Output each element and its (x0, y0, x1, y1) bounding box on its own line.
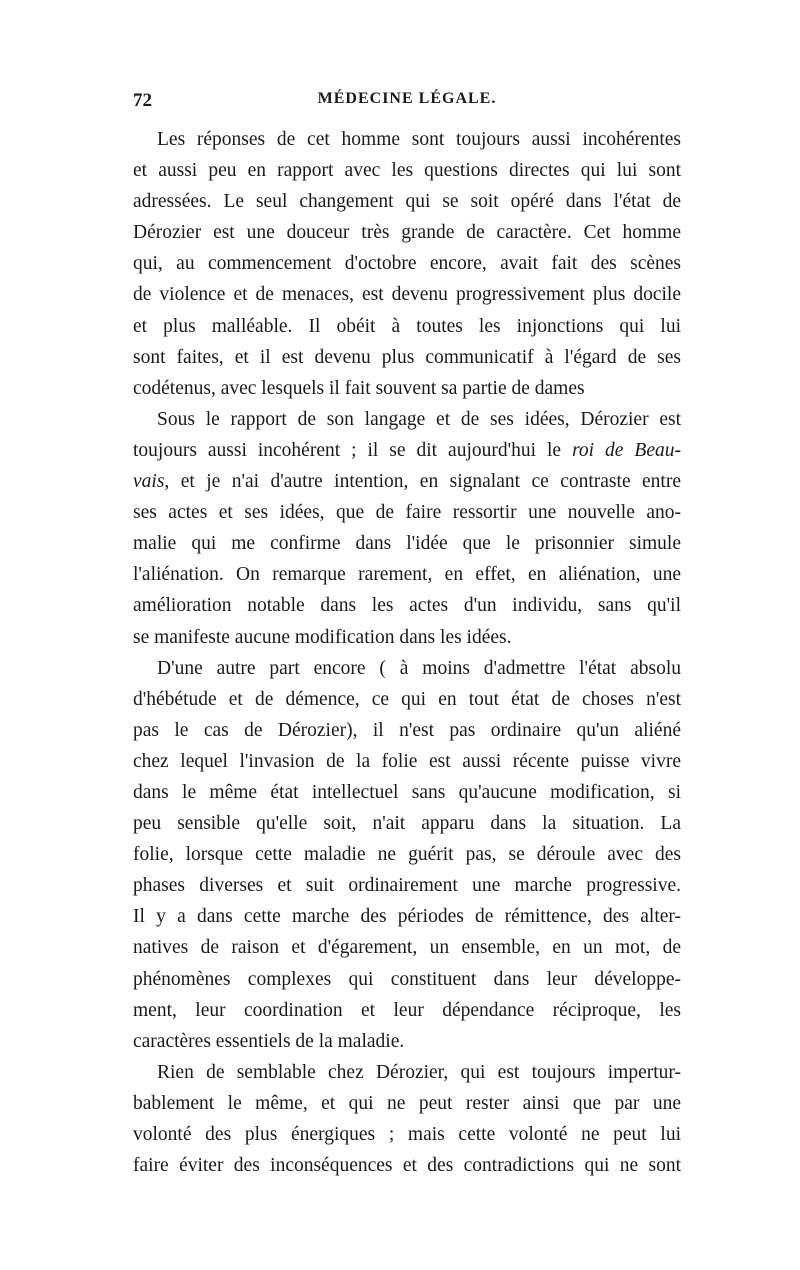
text-line: Dérozier est une douceur très grande de caractère. Cet homme (133, 222, 681, 244)
text-line: dans le même état intellectuel sans qu'aucune modification, si (133, 781, 681, 803)
text-line: ment, leur coordination et leur dépendance réciproque, les (133, 999, 681, 1021)
text-line: codétenus, avec lesquels il fait souvent sa partie de dames (133, 377, 585, 399)
running-title: MÉDECINE LÉGALE. (317, 90, 497, 107)
text-line: de violence et de menaces, est devenu progressivement plus docile (133, 284, 681, 306)
text-line: folie, lorsque cette maladie ne guérit pas, se déroule avec des (133, 844, 681, 866)
body-text (133, 124, 681, 1181)
text-line: phases diverses et suit ordinairement une marche progressive. (133, 875, 681, 897)
text-line: volonté des plus énergiques ; mais cette volonté ne peut lui (133, 1124, 681, 1145)
text-line: Les réponses de cet homme sont toujours aussi incohérentes (157, 129, 681, 150)
text-line: et aussi peu en rapport avec les questions directes qui lui sont (133, 160, 681, 182)
text-line: et plus malléable. Il obéit à toutes les injonctions qui lui (133, 315, 681, 337)
text-line (133, 466, 681, 497)
text-line: natives de raison et d'égarement, un ensemble, en un mot, de (133, 937, 681, 959)
text-line: chez lequel l'invasion de la folie est aussi récente puisse vivre (133, 750, 681, 772)
text-line: faire éviter des inconséquences et des contradictions qui ne sont (133, 1155, 681, 1177)
text-line: adressées. Le seul changement qui se soit opéré dans l'état de (133, 191, 681, 213)
page-number: 72 (133, 90, 152, 111)
text-line: Sous le rapport de son langage et de ses idées, Dérozier est (157, 408, 681, 430)
text-line: peu sensible qu'elle soit, n'ait apparu dans la situation. La (133, 813, 681, 835)
page-header (133, 90, 681, 120)
text-line-with-italic (133, 435, 681, 466)
text-line: sont faites, et il est devenu plus communicatif à l'égard de ses (133, 346, 681, 368)
italic-phrase: vais (133, 471, 165, 493)
text-line: malie qui me confirme dans l'idée que le prisonnier simule (133, 533, 681, 555)
text-line: phénomènes complexes qui constituent dans leur développe- (133, 968, 681, 990)
text-segment: , et je n'ai d'autre intention, en signalant ce contraste entre (164, 471, 681, 493)
text-line: amélioration notable dans les actes d'un individu, sans qu'il (133, 595, 681, 617)
text-line: d'hébétude et de démence, ce qui en tout état de choses n'est (133, 688, 681, 710)
text-line: bablement le même, et qui ne peut rester ainsi que par une (133, 1092, 681, 1114)
text-line: l'aliénation. On remarque rarement, en effet, en aliénation, une (133, 564, 681, 586)
text-line: caractères essentiels de la maladie. (133, 1030, 405, 1052)
text-line: D'une autre part encore ( à moins d'admettre l'état absolu (157, 657, 681, 679)
text-segment: toujours aussi incohérent ; il se dit aujourd'hui le (133, 439, 562, 461)
text-line: pas le cas de Dérozier), il n'est pas ordinaire qu'un aliéné (133, 719, 681, 741)
text-line: Rien de semblable chez Dérozier, qui est toujours impertur- (157, 1061, 681, 1083)
text-line: se manifeste aucune modification dans les idées. (133, 626, 512, 648)
text-line: Il y a dans cette marche des périodes de rémittence, des alter- (133, 906, 681, 928)
text-line: qui, au commencement d'octobre encore, avait fait des scènes (133, 253, 681, 275)
italic-phrase: roi de Beau- (572, 439, 681, 461)
text-line: ses actes et ses idées, que de faire ressortir une nouvelle ano- (133, 502, 681, 524)
